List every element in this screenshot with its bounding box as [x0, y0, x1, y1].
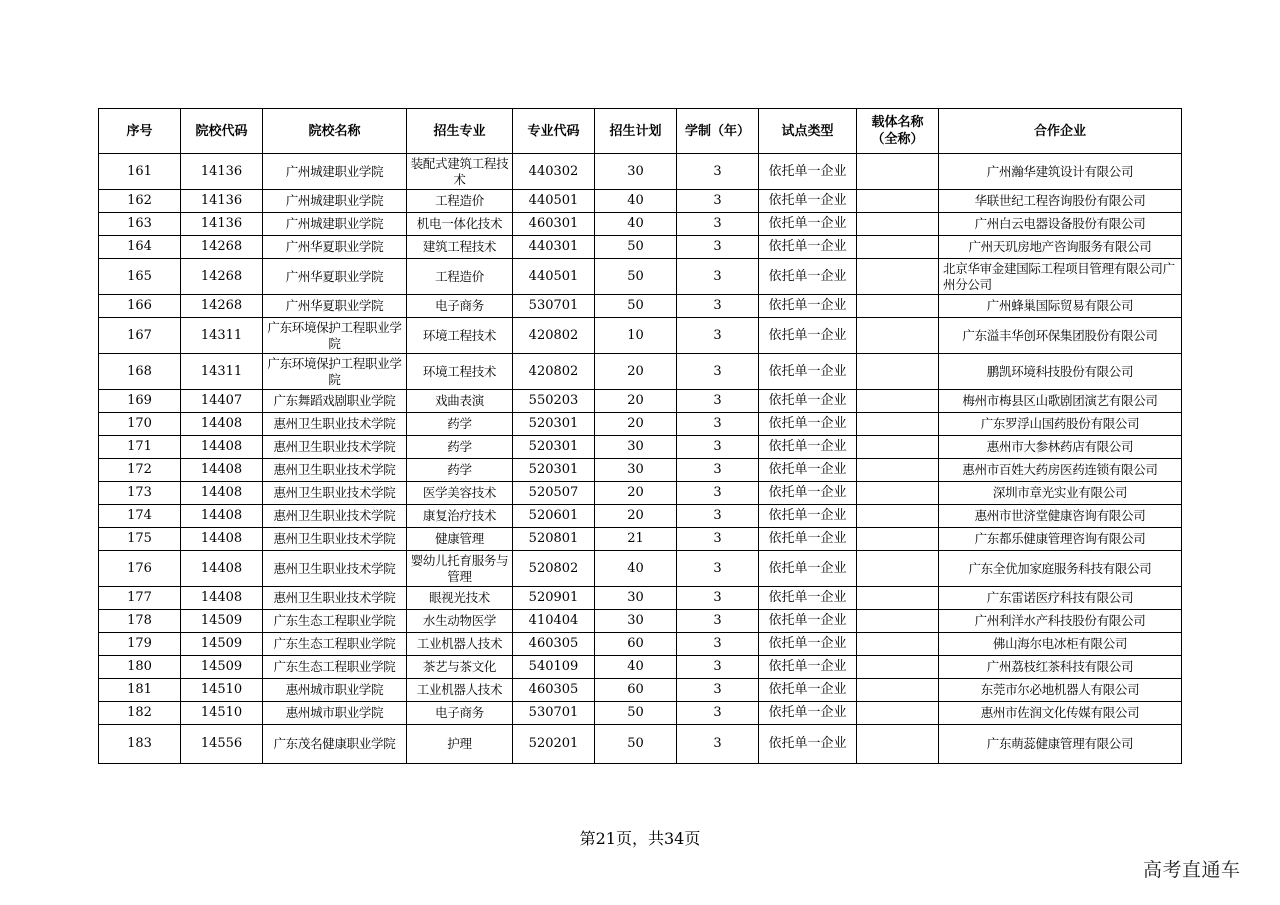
- cell-major-code: 520901: [513, 587, 595, 610]
- cell-index: 181: [99, 679, 181, 702]
- cell-index: 168: [99, 354, 181, 390]
- cell-enrollment-plan: 30: [595, 459, 677, 482]
- cell-partner-company: 广州蜂巢国际贸易有限公司: [939, 295, 1182, 318]
- header-major: 招生专业: [407, 109, 513, 154]
- cell-pilot-type: 依托单一企业: [759, 656, 857, 679]
- cell-major-code: 520301: [513, 459, 595, 482]
- cell-pilot-type: 依托单一企业: [759, 551, 857, 587]
- header-carrier-name: 载体名称（全称）: [857, 109, 939, 154]
- cell-pilot-type: 依托单一企业: [759, 610, 857, 633]
- cell-enrollment-plan: 50: [595, 725, 677, 764]
- table-row: [99, 259, 1182, 295]
- cell-carrier-name: [857, 459, 939, 482]
- pilot-program-table: [98, 108, 1182, 764]
- cell-enrollment-plan: 30: [595, 587, 677, 610]
- cell-duration: 3: [677, 459, 759, 482]
- cell-major-code: 420802: [513, 354, 595, 390]
- cell-partner-company: 深圳市章光实业有限公司: [939, 482, 1182, 505]
- table-row: [99, 190, 1182, 213]
- cell-duration: 3: [677, 413, 759, 436]
- cell-school-code: 14509: [181, 610, 263, 633]
- table-row: [99, 679, 1182, 702]
- cell-index: 182: [99, 702, 181, 725]
- cell-major-code: 520801: [513, 528, 595, 551]
- cell-major-code: 520301: [513, 413, 595, 436]
- cell-duration: 3: [677, 505, 759, 528]
- cell-major-code: 540109: [513, 656, 595, 679]
- cell-school-code: 14510: [181, 679, 263, 702]
- cell-major: 环境工程技术: [407, 354, 513, 390]
- cell-partner-company: 广东溢丰华创环保集团股份有限公司: [939, 318, 1182, 354]
- cell-major-code: 460305: [513, 633, 595, 656]
- cell-school-name: 广州城建职业学院: [263, 213, 407, 236]
- cell-major: 康复治疗技术: [407, 505, 513, 528]
- cell-pilot-type: 依托单一企业: [759, 236, 857, 259]
- cell-index: 170: [99, 413, 181, 436]
- cell-major: 建筑工程技术: [407, 236, 513, 259]
- cell-major-code: 520301: [513, 436, 595, 459]
- cell-school-code: 14136: [181, 154, 263, 190]
- cell-enrollment-plan: 20: [595, 413, 677, 436]
- cell-school-code: 14509: [181, 633, 263, 656]
- cell-major: 婴幼儿托育服务与管理: [407, 551, 513, 587]
- cell-major-code: 440501: [513, 259, 595, 295]
- cell-partner-company: 北京华审金建国际工程项目管理有限公司广州分公司: [939, 259, 1182, 295]
- cell-pilot-type: 依托单一企业: [759, 413, 857, 436]
- cell-school-code: 14407: [181, 390, 263, 413]
- cell-enrollment-plan: 30: [595, 154, 677, 190]
- cell-major: 环境工程技术: [407, 318, 513, 354]
- cell-pilot-type: 依托单一企业: [759, 213, 857, 236]
- cell-duration: 3: [677, 656, 759, 679]
- cell-index: 179: [99, 633, 181, 656]
- cell-enrollment-plan: 20: [595, 482, 677, 505]
- cell-duration: 3: [677, 633, 759, 656]
- cell-index: 161: [99, 154, 181, 190]
- cell-index: 164: [99, 236, 181, 259]
- table-row: [99, 656, 1182, 679]
- cell-index: 162: [99, 190, 181, 213]
- cell-school-code: 14510: [181, 702, 263, 725]
- header-pilot-type: 试点类型: [759, 109, 857, 154]
- cell-index: 172: [99, 459, 181, 482]
- cell-partner-company: 广东罗浮山国药股份有限公司: [939, 413, 1182, 436]
- cell-school-name: 惠州卫生职业技术学院: [263, 459, 407, 482]
- cell-index: 166: [99, 295, 181, 318]
- cell-school-code: 14311: [181, 318, 263, 354]
- cell-index: 167: [99, 318, 181, 354]
- table-row: [99, 459, 1182, 482]
- cell-major-code: 420802: [513, 318, 595, 354]
- cell-partner-company: 华联世纪工程咨询股份有限公司: [939, 190, 1182, 213]
- cell-school-name: 广东舞蹈戏剧职业学院: [263, 390, 407, 413]
- cell-partner-company: 广东全优加家庭服务科技有限公司: [939, 551, 1182, 587]
- header-school-code: 院校代码: [181, 109, 263, 154]
- cell-duration: 3: [677, 436, 759, 459]
- cell-duration: 3: [677, 190, 759, 213]
- table-row: [99, 551, 1182, 587]
- cell-carrier-name: [857, 633, 939, 656]
- cell-school-name: 惠州卫生职业技术学院: [263, 436, 407, 459]
- cell-partner-company: 广州天玑房地产咨询服务有限公司: [939, 236, 1182, 259]
- cell-school-name: 广东生态工程职业学院: [263, 656, 407, 679]
- cell-major: 医学美容技术: [407, 482, 513, 505]
- table-row: [99, 436, 1182, 459]
- cell-school-code: 14408: [181, 459, 263, 482]
- cell-major: 药学: [407, 413, 513, 436]
- cell-school-name: 广东生态工程职业学院: [263, 610, 407, 633]
- cell-school-name: 惠州卫生职业技术学院: [263, 482, 407, 505]
- cell-enrollment-plan: 50: [595, 236, 677, 259]
- table-row: [99, 587, 1182, 610]
- cell-school-code: 14408: [181, 528, 263, 551]
- cell-index: 183: [99, 725, 181, 764]
- cell-index: 171: [99, 436, 181, 459]
- cell-duration: 3: [677, 702, 759, 725]
- cell-school-name: 广东环境保护工程职业学院: [263, 318, 407, 354]
- cell-school-code: 14268: [181, 259, 263, 295]
- cell-enrollment-plan: 50: [595, 259, 677, 295]
- cell-school-name: 惠州城市职业学院: [263, 679, 407, 702]
- cell-index: 178: [99, 610, 181, 633]
- cell-school-name: 惠州卫生职业技术学院: [263, 551, 407, 587]
- table-row: [99, 505, 1182, 528]
- cell-duration: 3: [677, 354, 759, 390]
- cell-pilot-type: 依托单一企业: [759, 679, 857, 702]
- cell-major-code: 440302: [513, 154, 595, 190]
- cell-pilot-type: 依托单一企业: [759, 259, 857, 295]
- cell-partner-company: 广州瀚华建筑设计有限公司: [939, 154, 1182, 190]
- cell-duration: 3: [677, 725, 759, 764]
- cell-carrier-name: [857, 295, 939, 318]
- header-enrollment-plan: 招生计划: [595, 109, 677, 154]
- cell-enrollment-plan: 60: [595, 679, 677, 702]
- cell-carrier-name: [857, 679, 939, 702]
- cell-carrier-name: [857, 587, 939, 610]
- cell-pilot-type: 依托单一企业: [759, 725, 857, 764]
- cell-carrier-name: [857, 213, 939, 236]
- cell-pilot-type: 依托单一企业: [759, 482, 857, 505]
- cell-school-name: 惠州卫生职业技术学院: [263, 505, 407, 528]
- header-school-name: 院校名称: [263, 109, 407, 154]
- cell-enrollment-plan: 10: [595, 318, 677, 354]
- table-row: [99, 610, 1182, 633]
- cell-enrollment-plan: 50: [595, 295, 677, 318]
- cell-carrier-name: [857, 551, 939, 587]
- cell-partner-company: 鹏凯环境科技股份有限公司: [939, 354, 1182, 390]
- table-row: [99, 528, 1182, 551]
- cell-duration: 3: [677, 551, 759, 587]
- page-number: 第21页，共34页: [579, 829, 701, 848]
- cell-enrollment-plan: 40: [595, 190, 677, 213]
- cell-school-name: 广州华夏职业学院: [263, 295, 407, 318]
- cell-school-name: 广州城建职业学院: [263, 190, 407, 213]
- cell-school-code: 14136: [181, 213, 263, 236]
- cell-enrollment-plan: 20: [595, 390, 677, 413]
- cell-carrier-name: [857, 610, 939, 633]
- cell-school-name: 广州城建职业学院: [263, 154, 407, 190]
- cell-school-code: 14408: [181, 505, 263, 528]
- cell-pilot-type: 依托单一企业: [759, 633, 857, 656]
- cell-pilot-type: 依托单一企业: [759, 587, 857, 610]
- cell-carrier-name: [857, 725, 939, 764]
- cell-partner-company: 广州荔枝红茶科技有限公司: [939, 656, 1182, 679]
- cell-major-code: 460301: [513, 213, 595, 236]
- cell-carrier-name: [857, 482, 939, 505]
- cell-partner-company: 惠州市百姓大药房医药连锁有限公司: [939, 459, 1182, 482]
- cell-school-code: 14408: [181, 436, 263, 459]
- cell-pilot-type: 依托单一企业: [759, 295, 857, 318]
- cell-major: 电子商务: [407, 702, 513, 725]
- header-index: 序号: [99, 109, 181, 154]
- cell-school-code: 14268: [181, 295, 263, 318]
- cell-school-code: 14408: [181, 482, 263, 505]
- table-row: [99, 318, 1182, 354]
- cell-duration: 3: [677, 236, 759, 259]
- cell-major-code: 410404: [513, 610, 595, 633]
- cell-pilot-type: 依托单一企业: [759, 354, 857, 390]
- table-row: [99, 390, 1182, 413]
- watermark: 高考直通车: [1143, 859, 1241, 881]
- cell-duration: 3: [677, 390, 759, 413]
- cell-partner-company: 广东萌蕊健康管理有限公司: [939, 725, 1182, 764]
- cell-partner-company: 广州利洋水产科技股份有限公司: [939, 610, 1182, 633]
- cell-index: 173: [99, 482, 181, 505]
- cell-school-name: 惠州城市职业学院: [263, 702, 407, 725]
- table-row: [99, 633, 1182, 656]
- cell-school-name: 广州华夏职业学院: [263, 259, 407, 295]
- cell-major-code: 520601: [513, 505, 595, 528]
- cell-carrier-name: [857, 318, 939, 354]
- cell-school-name: 广东环境保护工程职业学院: [263, 354, 407, 390]
- cell-enrollment-plan: 40: [595, 656, 677, 679]
- cell-pilot-type: 依托单一企业: [759, 505, 857, 528]
- cell-school-name: 广州华夏职业学院: [263, 236, 407, 259]
- cell-major: 茶艺与茶文化: [407, 656, 513, 679]
- cell-enrollment-plan: 50: [595, 702, 677, 725]
- cell-major: 水生动物医学: [407, 610, 513, 633]
- cell-partner-company: 广东雷诺医疗科技有限公司: [939, 587, 1182, 610]
- cell-school-code: 14408: [181, 587, 263, 610]
- table-row: [99, 354, 1182, 390]
- cell-school-code: 14509: [181, 656, 263, 679]
- cell-index: 177: [99, 587, 181, 610]
- cell-pilot-type: 依托单一企业: [759, 390, 857, 413]
- cell-school-name: 惠州卫生职业技术学院: [263, 413, 407, 436]
- cell-school-name: 广东生态工程职业学院: [263, 633, 407, 656]
- header-duration: 学制（年）: [677, 109, 759, 154]
- cell-school-code: 14408: [181, 413, 263, 436]
- cell-major-code: 440301: [513, 236, 595, 259]
- cell-carrier-name: [857, 702, 939, 725]
- cell-duration: 3: [677, 528, 759, 551]
- cell-major-code: 520201: [513, 725, 595, 764]
- table-body: [99, 154, 1182, 764]
- table-row: [99, 725, 1182, 764]
- cell-school-code: 14556: [181, 725, 263, 764]
- cell-partner-company: 梅州市梅县区山歌剧团演艺有限公司: [939, 390, 1182, 413]
- cell-duration: 3: [677, 610, 759, 633]
- cell-enrollment-plan: 30: [595, 436, 677, 459]
- cell-index: 174: [99, 505, 181, 528]
- cell-major: 眼视光技术: [407, 587, 513, 610]
- cell-index: 163: [99, 213, 181, 236]
- cell-index: 180: [99, 656, 181, 679]
- cell-carrier-name: [857, 436, 939, 459]
- cell-major-code: 460305: [513, 679, 595, 702]
- cell-major: 健康管理: [407, 528, 513, 551]
- cell-enrollment-plan: 20: [595, 354, 677, 390]
- cell-carrier-name: [857, 236, 939, 259]
- cell-index: 169: [99, 390, 181, 413]
- cell-carrier-name: [857, 259, 939, 295]
- cell-duration: 3: [677, 259, 759, 295]
- cell-enrollment-plan: 21: [595, 528, 677, 551]
- cell-carrier-name: [857, 528, 939, 551]
- cell-major: 药学: [407, 436, 513, 459]
- header-partner-company: 合作企业: [939, 109, 1182, 154]
- table-row: [99, 154, 1182, 190]
- cell-major-code: 550203: [513, 390, 595, 413]
- cell-index: 176: [99, 551, 181, 587]
- cell-school-name: 惠州卫生职业技术学院: [263, 528, 407, 551]
- cell-duration: 3: [677, 295, 759, 318]
- table-header-row: [99, 109, 1182, 154]
- cell-major: 药学: [407, 459, 513, 482]
- cell-pilot-type: 依托单一企业: [759, 154, 857, 190]
- cell-pilot-type: 依托单一企业: [759, 436, 857, 459]
- cell-duration: 3: [677, 482, 759, 505]
- header-major-code: 专业代码: [513, 109, 595, 154]
- cell-carrier-name: [857, 190, 939, 213]
- cell-pilot-type: 依托单一企业: [759, 318, 857, 354]
- cell-major: 护理: [407, 725, 513, 764]
- cell-duration: 3: [677, 213, 759, 236]
- cell-school-name: 广东茂名健康职业学院: [263, 725, 407, 764]
- cell-major: 工业机器人技术: [407, 633, 513, 656]
- cell-major: 工程造价: [407, 190, 513, 213]
- cell-school-code: 14136: [181, 190, 263, 213]
- cell-pilot-type: 依托单一企业: [759, 190, 857, 213]
- cell-enrollment-plan: 60: [595, 633, 677, 656]
- cell-major: 机电一体化技术: [407, 213, 513, 236]
- cell-partner-company: 广东都乐健康管理咨询有限公司: [939, 528, 1182, 551]
- cell-major-code: 530701: [513, 702, 595, 725]
- cell-pilot-type: 依托单一企业: [759, 702, 857, 725]
- cell-partner-company: 惠州市世济堂健康咨询有限公司: [939, 505, 1182, 528]
- cell-partner-company: 惠州市大参林药店有限公司: [939, 436, 1182, 459]
- cell-duration: 3: [677, 679, 759, 702]
- cell-partner-company: 东莞市尔必地机器人有限公司: [939, 679, 1182, 702]
- cell-major-code: 520802: [513, 551, 595, 587]
- cell-index: 175: [99, 528, 181, 551]
- cell-major: 戏曲表演: [407, 390, 513, 413]
- cell-carrier-name: [857, 505, 939, 528]
- table-row: [99, 213, 1182, 236]
- cell-major-code: 530701: [513, 295, 595, 318]
- cell-major-code: 440501: [513, 190, 595, 213]
- cell-school-code: 14268: [181, 236, 263, 259]
- cell-school-name: 惠州卫生职业技术学院: [263, 587, 407, 610]
- cell-enrollment-plan: 20: [595, 505, 677, 528]
- table-row: [99, 236, 1182, 259]
- cell-major: 装配式建筑工程技术: [407, 154, 513, 190]
- cell-duration: 3: [677, 154, 759, 190]
- table-row: [99, 702, 1182, 725]
- cell-carrier-name: [857, 390, 939, 413]
- cell-partner-company: 佛山海尔电冰柜有限公司: [939, 633, 1182, 656]
- cell-partner-company: 广州白云电器设备股份有限公司: [939, 213, 1182, 236]
- cell-partner-company: 惠州市佐润文化传媒有限公司: [939, 702, 1182, 725]
- cell-major: 工业机器人技术: [407, 679, 513, 702]
- cell-carrier-name: [857, 413, 939, 436]
- cell-carrier-name: [857, 154, 939, 190]
- cell-school-code: 14408: [181, 551, 263, 587]
- cell-carrier-name: [857, 656, 939, 679]
- cell-carrier-name: [857, 354, 939, 390]
- table-row: [99, 295, 1182, 318]
- cell-major: 工程造价: [407, 259, 513, 295]
- cell-pilot-type: 依托单一企业: [759, 459, 857, 482]
- cell-duration: 3: [677, 587, 759, 610]
- cell-duration: 3: [677, 318, 759, 354]
- cell-enrollment-plan: 40: [595, 213, 677, 236]
- cell-pilot-type: 依托单一企业: [759, 528, 857, 551]
- table-row: [99, 482, 1182, 505]
- table-row: [99, 413, 1182, 436]
- cell-enrollment-plan: 30: [595, 610, 677, 633]
- cell-major-code: 520507: [513, 482, 595, 505]
- cell-index: 165: [99, 259, 181, 295]
- cell-school-code: 14311: [181, 354, 263, 390]
- cell-enrollment-plan: 40: [595, 551, 677, 587]
- cell-major: 电子商务: [407, 295, 513, 318]
